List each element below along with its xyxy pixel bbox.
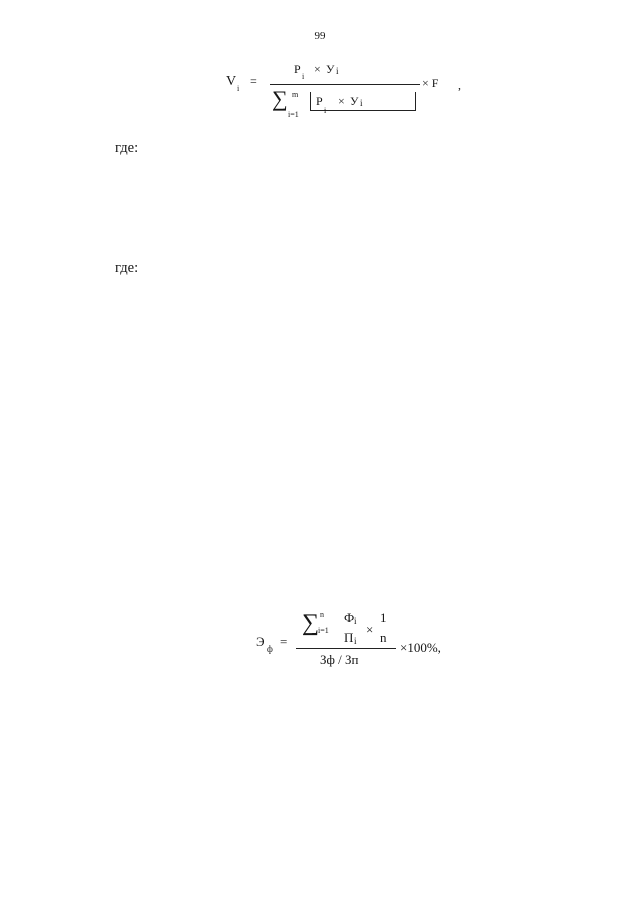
formula-num-y: У: [326, 62, 335, 76]
eff-sum-sign: ∑: [302, 610, 320, 636]
efficiency-formula: [256, 606, 441, 672]
formula-lhs: V: [226, 74, 237, 89]
fraction-bar: [270, 84, 420, 85]
eff-tail: ×100%,: [400, 640, 441, 655]
eff-lhs-index: ф: [267, 644, 273, 654]
formula-equals: =: [250, 74, 257, 88]
formula-num-y-index: i: [336, 66, 339, 76]
formula-times-f: × F: [422, 76, 439, 90]
formula-den-y: У: [350, 94, 359, 108]
eff-frac1-num: Ф: [344, 610, 355, 625]
eff-times: ×: [366, 622, 374, 637]
eff-main-bar: [296, 648, 396, 649]
eff-frac2-num: 1: [380, 610, 387, 625]
eff-equals: =: [280, 634, 288, 649]
eff-frac1-den-index: i: [354, 636, 357, 646]
formula-den-p: P: [316, 94, 323, 108]
formula-num-p-index: i: [302, 72, 305, 81]
eff-frac1-den: П: [344, 630, 354, 645]
eff-denominator: Зф / Зп: [320, 652, 359, 667]
formula-num-times: ×: [314, 62, 321, 76]
formula-den-y-index: i: [360, 98, 363, 108]
eff-sum-lower: i=1: [318, 626, 329, 635]
formula-den-p-index: i: [324, 106, 327, 115]
formula-lhs-index: i: [237, 84, 240, 93]
formula-den-times: ×: [338, 94, 345, 108]
eff-lhs: Э: [256, 634, 265, 649]
sum-lower: i=1: [288, 110, 299, 119]
document-body: [115, 138, 595, 279]
eff-frac1-num-index: i: [354, 616, 357, 626]
eff-frac2-den: n: [380, 630, 387, 645]
page-number: 99: [314, 30, 326, 42]
where-label-2: где:: [115, 260, 139, 277]
eff-sum-upper: n: [320, 610, 324, 619]
formula-comma: ,: [458, 78, 461, 92]
sum-sign: ∑: [272, 86, 288, 111]
formula-num-p: P: [294, 62, 301, 76]
sum-upper: m: [292, 90, 299, 99]
where-label-1: где:: [115, 140, 139, 156]
subsidy-volume-formula: [226, 56, 461, 126]
